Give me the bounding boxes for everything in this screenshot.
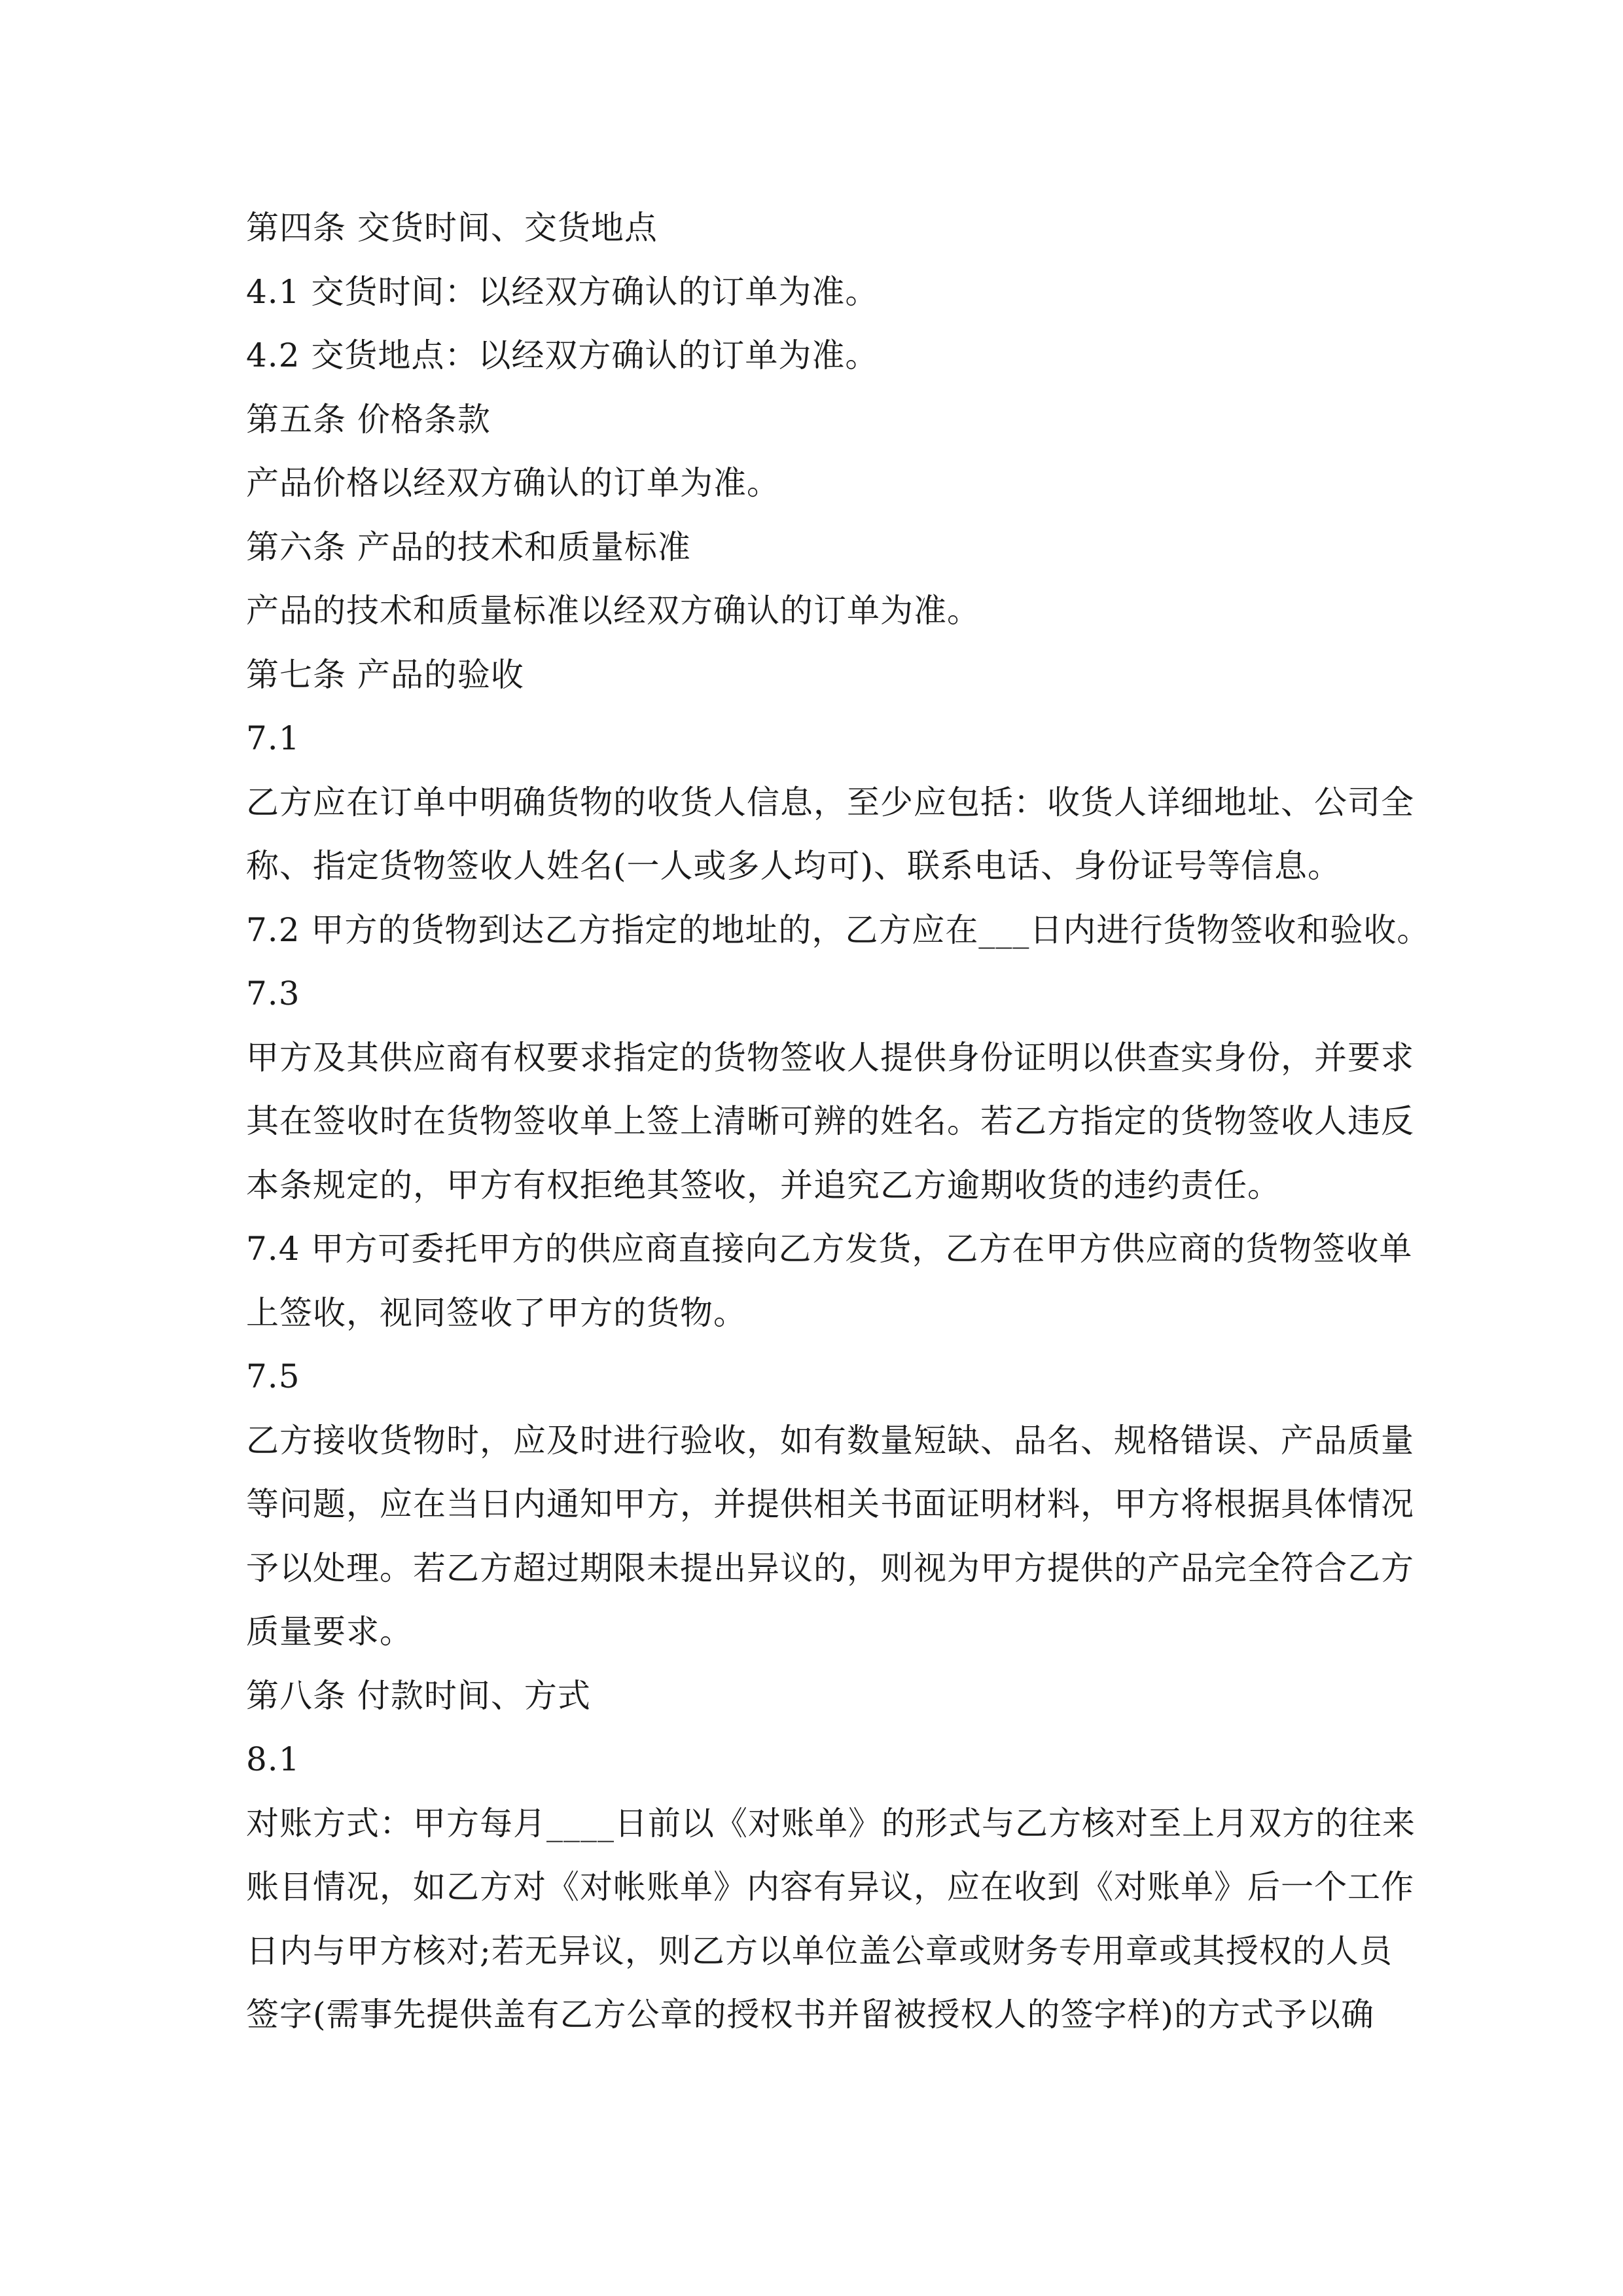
clause-7-2: 7.2 甲方的货物到达乙方指定的地址的，乙方应在___日内进行货物签收和验收。: [246, 910, 1431, 949]
clause-7-4: 7.4 甲方可委托甲方的供应商直接向乙方发货，乙方在甲方供应商的货物签收单: [246, 1230, 1413, 1268]
paragraph-line: 产品的技术和质量标准以经双方确认的订单为准。: [246, 592, 980, 630]
paragraph-line: 本条规定的，甲方有权拒绝其签收，并追究乙方逾期收货的违约责任。: [246, 1166, 1281, 1204]
paragraph-line: 乙方应在订单中明确货物的收货人信息，至少应包括：收货人详细地址、公司全: [246, 783, 1414, 821]
clause-4-1: 4.1 交货时间：以经双方确认的订单为准。: [246, 272, 879, 311]
document-body: [246, 196, 1431, 2047]
paragraph-line: 质量要求。: [246, 1613, 413, 1651]
section-heading-8: 第八条 付款时间、方式: [246, 1676, 591, 1715]
paragraph-line: 甲方及其供应商有权要求指定的货物签收人提供身份证明以供查实身份，并要求: [246, 1038, 1414, 1077]
paragraph-line: 上签收，视同签收了甲方的货物。: [246, 1293, 747, 1332]
section-heading-4: 第四条 交货时间、交货地点: [246, 209, 658, 247]
paragraph-line: 账目情况，如乙方对《对帐账单》内容有异议，应在收到《对账单》后一个工作: [246, 1868, 1414, 1906]
section-heading-5: 第五条 价格条款: [246, 400, 491, 439]
paragraph-line: 乙方接收货物时，应及时进行验收，如有数量短缺、品名、规格错误、产品质量: [246, 1421, 1414, 1460]
clause-number-7-5: 7.5: [246, 1357, 300, 1395]
clause-number-8-1: 8.1: [246, 1740, 300, 1778]
section-heading-7: 第七条 产品的验收: [246, 655, 524, 694]
paragraph-line: 称、指定货物签收人姓名(一人或多人均可)、联系电话、身份证号等信息。: [246, 847, 1342, 885]
clause-number-7-3: 7.3: [246, 975, 300, 1013]
paragraph-line: 签字(需事先提供盖有乙方公章的授权书并留被授权人的签字样)的方式予以确: [246, 1996, 1375, 2034]
paragraph-line: 对账方式：甲方每月____日前以《对账单》的形式与乙方核对至上月双方的往来: [246, 1804, 1416, 1842]
paragraph-line: 产品价格以经双方确认的订单为准。: [246, 464, 780, 502]
paragraph-line: 其在签收时在货物签收单上签上清晰可辨的姓名。若乙方指定的货物签收人违反: [246, 1102, 1414, 1140]
clause-number-7-1: 7.1: [246, 719, 300, 757]
section-heading-6: 第六条 产品的技术和质量标准: [246, 528, 691, 566]
paragraph-line: 予以处理。若乙方超过期限未提出异议的，则视为甲方提供的产品完全符合乙方: [246, 1549, 1414, 1587]
paragraph-line: 等问题，应在当日内通知甲方，并提供相关书面证明材料，甲方将根据具体情况: [246, 1485, 1414, 1523]
paragraph-line: 日内与甲方核对;若无异议，则乙方以单位盖公章或财务专用章或其授权的人员: [246, 1931, 1393, 1970]
clause-4-2: 4.2 交货地点：以经双方确认的订单为准。: [246, 336, 879, 374]
